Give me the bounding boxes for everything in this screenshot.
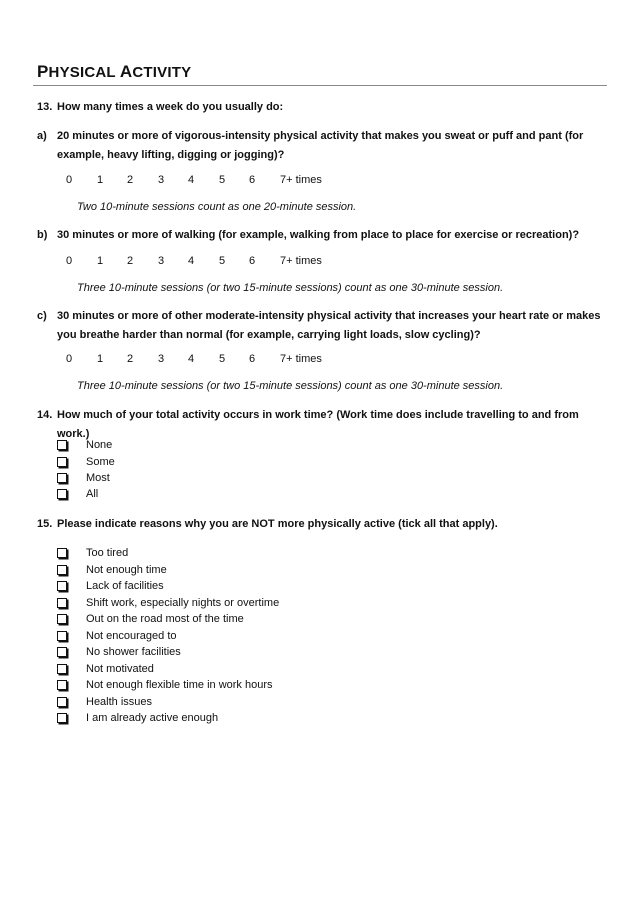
scale-option[interactable]: 4 — [188, 353, 195, 365]
option-label: Out on the road most of the time — [86, 613, 244, 625]
scale-option[interactable]: 3 — [158, 255, 165, 267]
checkbox[interactable] — [57, 548, 67, 558]
scale-option[interactable]: 3 — [158, 353, 165, 365]
question-number: 14. — [37, 409, 53, 421]
scale-option[interactable]: 4 — [188, 255, 195, 267]
option-label: I am already active enough — [86, 712, 219, 724]
question-text: Please indicate reasons why you are NOT more physically active (tick all that apply). — [57, 518, 498, 530]
scale-option[interactable]: 0 — [66, 353, 73, 365]
section-title: PHYSICAL ACTIVITY — [37, 62, 192, 81]
subquestion-letter: a) — [37, 130, 47, 142]
subquestion-letter: b) — [37, 229, 48, 241]
checkbox[interactable] — [57, 489, 67, 499]
checkbox[interactable] — [57, 614, 67, 624]
question-text: How much of your total activity occurs in work time? (Work time does include travelling to and from work.) — [57, 409, 579, 440]
frequency-scale-c — [66, 353, 366, 367]
scale-option[interactable]: 7+ times — [280, 255, 322, 267]
frequency-scale-b — [66, 255, 366, 269]
scale-option[interactable]: 6 — [249, 255, 256, 267]
option-label: Not enough flexible time in work hours — [86, 679, 273, 691]
scale-option[interactable]: 6 — [249, 174, 256, 186]
session-note-c: Three 10-minute sessions (or two 15-minute sessions) count as one 30-minute session. — [77, 380, 504, 392]
checkbox[interactable] — [57, 565, 67, 575]
question-number: 13. — [37, 101, 53, 113]
option-label: Some — [86, 456, 115, 468]
question-13a — [37, 127, 607, 165]
scale-option[interactable]: 6 — [249, 353, 256, 365]
option-label: Health issues — [86, 696, 153, 708]
scale-option[interactable]: 0 — [66, 174, 73, 186]
session-note-a: Two 10-minute sessions count as one 20-minute session. — [77, 201, 357, 213]
checkbox[interactable] — [57, 631, 67, 641]
question-13b — [37, 226, 607, 245]
scale-option[interactable]: 7+ times — [280, 353, 322, 365]
scale-option[interactable]: 3 — [158, 174, 165, 186]
option-label: None — [86, 439, 113, 451]
option-label: Not encouraged to — [86, 630, 177, 642]
checkbox[interactable] — [57, 440, 67, 450]
checkbox[interactable] — [57, 697, 67, 707]
question-13 — [37, 98, 607, 117]
scale-option[interactable]: 4 — [188, 174, 195, 186]
scale-option[interactable]: 5 — [219, 353, 226, 365]
scale-option[interactable]: 1 — [97, 174, 104, 186]
scale-option[interactable]: 5 — [219, 255, 226, 267]
subquestion-text: 30 minutes or more of other moderate-intensity physical activity that increases your heart rate or makes you breathe harder than normal (for example, carrying light loads, slow cycling)? — [57, 310, 601, 341]
scale-option[interactable]: 1 — [97, 353, 104, 365]
question-15 — [37, 515, 607, 534]
subquestion-text: 30 minutes or more of walking (for example, walking from place to place for exercise or recreation)? — [57, 229, 580, 241]
frequency-scale-a — [66, 174, 366, 188]
scale-option[interactable]: 2 — [127, 353, 134, 365]
checkbox[interactable] — [57, 457, 67, 467]
checkbox[interactable] — [57, 473, 67, 483]
option-label: Most — [86, 472, 110, 484]
subquestion-letter: c) — [37, 310, 47, 322]
question-number: 15. — [37, 518, 53, 530]
option-label: Not motivated — [86, 663, 154, 675]
scale-option[interactable]: 1 — [97, 255, 104, 267]
checkbox[interactable] — [57, 647, 67, 657]
question-14 — [37, 406, 607, 444]
section-divider — [33, 85, 607, 86]
option-label: No shower facilities — [86, 646, 181, 658]
option-label: Lack of facilities — [86, 580, 164, 592]
scale-option[interactable]: 2 — [127, 255, 134, 267]
checkbox[interactable] — [57, 598, 67, 608]
option-label: Too tired — [86, 547, 129, 559]
checkbox[interactable] — [57, 581, 67, 591]
option-label: Shift work, especially nights or overtime — [86, 597, 280, 609]
checkbox[interactable] — [57, 680, 67, 690]
scale-option[interactable]: 7+ times — [280, 174, 322, 186]
scale-option[interactable]: 5 — [219, 174, 226, 186]
checkbox[interactable] — [57, 664, 67, 674]
scale-option[interactable]: 2 — [127, 174, 134, 186]
subquestion-text: 20 minutes or more of vigorous-intensity physical activity that makes you sweat or puff and pant (for example, heavy lifting, digging or jogging)? — [57, 130, 584, 161]
session-note-b: Three 10-minute sessions (or two 15-minute sessions) count as one 30-minute session. — [77, 282, 504, 294]
option-label: All — [86, 488, 99, 500]
option-label: Not enough time — [86, 564, 167, 576]
scale-option[interactable]: 0 — [66, 255, 73, 267]
question-text: How many times a week do you usually do: — [57, 101, 284, 113]
checkbox[interactable] — [57, 713, 67, 723]
question-13c — [37, 307, 607, 345]
